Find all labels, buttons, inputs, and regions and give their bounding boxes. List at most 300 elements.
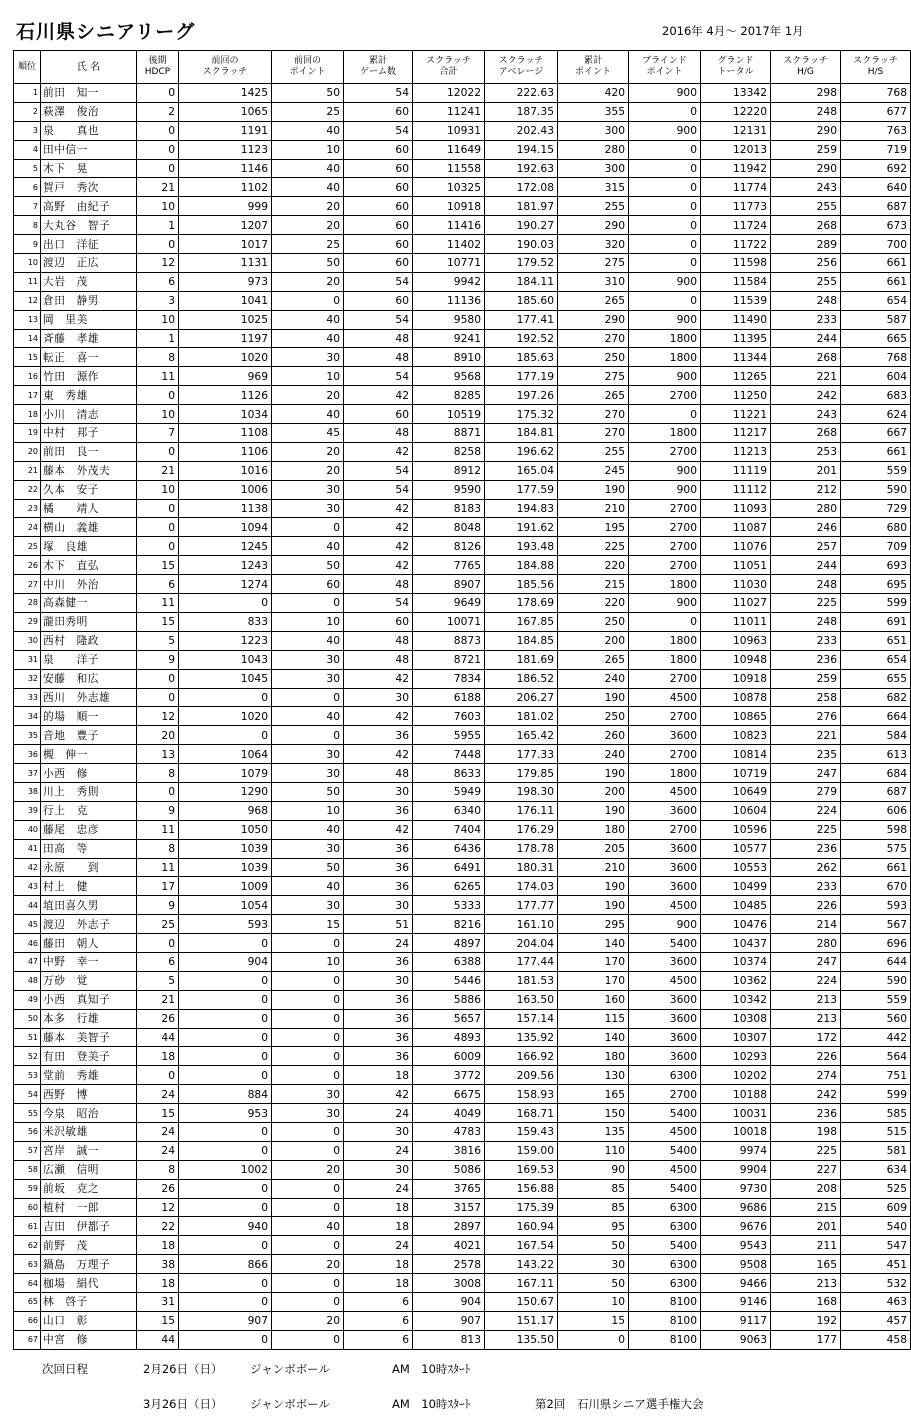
cell-grand-total: 11112: [701, 480, 771, 499]
cell-scratch-hg: 192: [771, 1311, 841, 1330]
cell-games: 54: [344, 272, 413, 291]
cell-rank: 41: [14, 839, 41, 858]
cell-cumulative-point: 170: [558, 971, 629, 990]
cell-hdcp: 8: [137, 1160, 179, 1179]
cell-prev-point: 50: [272, 782, 344, 801]
cell-rank: 57: [14, 1141, 41, 1160]
cell-games: 54: [344, 594, 413, 613]
cell-player-name: 米沢敏雄: [41, 1122, 137, 1141]
cell-games: 30: [344, 971, 413, 990]
cell-cumulative-point: 220: [558, 556, 629, 575]
cell-games: 36: [344, 839, 413, 858]
cell-scratch-average: 156.88: [485, 1179, 558, 1198]
cell-rank: 38: [14, 782, 41, 801]
cell-scratch-hs: 590: [841, 971, 911, 990]
cell-blind-point: 2700: [629, 556, 701, 575]
cell-scratch-hs: 584: [841, 726, 911, 745]
cell-grand-total: 10018: [701, 1122, 771, 1141]
cell-rank: 36: [14, 745, 41, 764]
cell-scratch-hs: 661: [841, 858, 911, 877]
cell-rank: 62: [14, 1236, 41, 1255]
cell-hdcp: 22: [137, 1217, 179, 1236]
cell-games: 30: [344, 1122, 413, 1141]
cell-grand-total: 10476: [701, 915, 771, 934]
cell-hdcp: 0: [137, 499, 179, 518]
cell-prev-point: 30: [272, 1104, 344, 1123]
table-row: [14, 254, 911, 273]
season-period: 2016年 4月～ 2017年 1月: [662, 24, 804, 38]
cell-scratch-hg: 255: [771, 272, 841, 291]
cell-prev-point: 30: [272, 499, 344, 518]
cell-prev-point: 30: [272, 896, 344, 915]
cell-games: 48: [344, 348, 413, 367]
cell-scratch-total: 3772: [413, 1066, 485, 1085]
cell-games: 48: [344, 631, 413, 650]
cell-blind-point: 0: [629, 235, 701, 254]
cell-blind-point: 8100: [629, 1293, 701, 1312]
cell-scratch-hs: 525: [841, 1179, 911, 1198]
cell-player-name: 転正 喜一: [41, 348, 137, 367]
cell-scratch-hs: 585: [841, 1104, 911, 1123]
schedule-venue: ジャンボボール: [250, 1397, 331, 1411]
cell-games: 60: [344, 102, 413, 121]
cell-blind-point: 2700: [629, 386, 701, 405]
cell-hdcp: 10: [137, 480, 179, 499]
cell-prev-point: 25: [272, 235, 344, 254]
cell-player-name: 大丸谷 智子: [41, 216, 137, 235]
cell-cumulative-point: 0: [558, 1330, 629, 1349]
cell-scratch-total: 5086: [413, 1160, 485, 1179]
cell-prev-scratch: 1064: [179, 745, 272, 764]
cell-scratch-average: 165.04: [485, 461, 558, 480]
header-scratch-hs: スクラッチ H/S: [841, 51, 911, 84]
cell-prev-scratch: 1054: [179, 896, 272, 915]
cell-hdcp: 7: [137, 424, 179, 443]
cell-scratch-total: 7603: [413, 707, 485, 726]
cell-scratch-hs: 587: [841, 310, 911, 329]
table-row: [14, 971, 911, 990]
cell-games: 60: [344, 197, 413, 216]
cell-grand-total: 9974: [701, 1141, 771, 1160]
cell-scratch-average: 204.04: [485, 934, 558, 953]
cell-scratch-hg: 247: [771, 952, 841, 971]
cell-grand-total: 11217: [701, 424, 771, 443]
cell-cumulative-point: 180: [558, 820, 629, 839]
cell-scratch-hg: 280: [771, 934, 841, 953]
cell-prev-point: 0: [272, 726, 344, 745]
cell-scratch-hg: 226: [771, 1047, 841, 1066]
cell-cumulative-point: 260: [558, 726, 629, 745]
cell-player-name: 倉田 静男: [41, 291, 137, 310]
cell-player-name: 西川 外志雄: [41, 688, 137, 707]
cell-scratch-average: 179.85: [485, 764, 558, 783]
cell-prev-point: 20: [272, 461, 344, 480]
cell-prev-point: 40: [272, 121, 344, 140]
table-row: [14, 1066, 911, 1085]
cell-rank: 10: [14, 254, 41, 273]
cell-grand-total: 9543: [701, 1236, 771, 1255]
cell-games: 60: [344, 254, 413, 273]
cell-hdcp: 9: [137, 650, 179, 669]
cell-hdcp: 12: [137, 1198, 179, 1217]
cell-scratch-total: 11416: [413, 216, 485, 235]
cell-scratch-hg: 242: [771, 1085, 841, 1104]
cell-blind-point: 3600: [629, 839, 701, 858]
cell-prev-scratch: 0: [179, 990, 272, 1009]
table-row: [14, 612, 911, 631]
cell-cumulative-point: 280: [558, 140, 629, 159]
cell-scratch-average: 178.78: [485, 839, 558, 858]
cell-grand-total: 10577: [701, 839, 771, 858]
cell-scratch-total: 907: [413, 1311, 485, 1330]
cell-scratch-hs: 661: [841, 442, 911, 461]
cell-scratch-total: 6388: [413, 952, 485, 971]
cell-rank: 26: [14, 556, 41, 575]
cell-scratch-average: 185.56: [485, 575, 558, 594]
cell-hdcp: 26: [137, 1179, 179, 1198]
cell-cumulative-point: 300: [558, 159, 629, 178]
cell-games: 60: [344, 291, 413, 310]
cell-scratch-total: 11558: [413, 159, 485, 178]
cell-grand-total: 9063: [701, 1330, 771, 1349]
cell-blind-point: 4500: [629, 971, 701, 990]
cell-cumulative-point: 355: [558, 102, 629, 121]
cell-blind-point: 6300: [629, 1198, 701, 1217]
cell-grand-total: 12220: [701, 102, 771, 121]
cell-prev-scratch: 1094: [179, 518, 272, 537]
cell-cumulative-point: 190: [558, 764, 629, 783]
cell-games: 42: [344, 707, 413, 726]
cell-scratch-average: 209.56: [485, 1066, 558, 1085]
cell-prev-point: 40: [272, 1217, 344, 1236]
cell-scratch-hs: 654: [841, 650, 911, 669]
cell-scratch-total: 7404: [413, 820, 485, 839]
cell-prev-scratch: 1102: [179, 178, 272, 197]
cell-player-name: 安藤 和広: [41, 669, 137, 688]
table-row: [14, 877, 911, 896]
cell-scratch-hg: 248: [771, 102, 841, 121]
cell-grand-total: 9466: [701, 1274, 771, 1293]
cell-hdcp: 18: [137, 1274, 179, 1293]
cell-games: 18: [344, 1198, 413, 1217]
cell-grand-total: 12013: [701, 140, 771, 159]
cell-player-name: 木下 晃: [41, 159, 137, 178]
cell-cumulative-point: 290: [558, 216, 629, 235]
cell-blind-point: 0: [629, 254, 701, 273]
cell-prev-scratch: 1207: [179, 216, 272, 235]
cell-grand-total: 13342: [701, 84, 771, 103]
cell-scratch-hs: 599: [841, 594, 911, 613]
table-row: [14, 896, 911, 915]
cell-scratch-total: 9568: [413, 367, 485, 386]
table-row: [14, 820, 911, 839]
header-hdcp: 後期 HDCP: [137, 51, 179, 84]
cell-player-name: 西野 博: [41, 1085, 137, 1104]
cell-prev-point: 30: [272, 1085, 344, 1104]
cell-prev-scratch: 1041: [179, 291, 272, 310]
cell-cumulative-point: 265: [558, 291, 629, 310]
cell-scratch-hg: 244: [771, 329, 841, 348]
cell-hdcp: 9: [137, 801, 179, 820]
cell-scratch-total: 10071: [413, 612, 485, 631]
cell-rank: 22: [14, 480, 41, 499]
cell-prev-scratch: 904: [179, 952, 272, 971]
cell-scratch-hs: 768: [841, 84, 911, 103]
cell-games: 36: [344, 1009, 413, 1028]
cell-prev-point: 30: [272, 764, 344, 783]
cell-scratch-hg: 246: [771, 518, 841, 537]
table-row: [14, 782, 911, 801]
cell-scratch-hg: 258: [771, 688, 841, 707]
cell-cumulative-point: 265: [558, 386, 629, 405]
cell-rank: 39: [14, 801, 41, 820]
cell-prev-point: 40: [272, 631, 344, 650]
cell-hdcp: 20: [137, 726, 179, 745]
cell-prev-scratch: 0: [179, 1236, 272, 1255]
cell-scratch-hg: 213: [771, 1274, 841, 1293]
cell-cumulative-point: 95: [558, 1217, 629, 1236]
cell-scratch-hs: 463: [841, 1293, 911, 1312]
table-row: [14, 367, 911, 386]
cell-prev-scratch: 1425: [179, 84, 272, 103]
cell-scratch-total: 10771: [413, 254, 485, 273]
cell-player-name: 小川 清志: [41, 405, 137, 424]
cell-player-name: 萩澤 俊治: [41, 102, 137, 121]
cell-player-name: 村上 健: [41, 877, 137, 896]
cell-scratch-average: 184.88: [485, 556, 558, 575]
cell-cumulative-point: 10: [558, 1293, 629, 1312]
cell-player-name: 小西 修: [41, 764, 137, 783]
table-row: [14, 518, 911, 537]
cell-prev-scratch: 1045: [179, 669, 272, 688]
cell-hdcp: 31: [137, 1293, 179, 1312]
cell-prev-point: 0: [272, 1066, 344, 1085]
cell-scratch-total: 9942: [413, 272, 485, 291]
cell-scratch-average: 187.35: [485, 102, 558, 121]
cell-prev-scratch: 1050: [179, 820, 272, 839]
cell-scratch-total: 4897: [413, 934, 485, 953]
cell-prev-point: 20: [272, 1160, 344, 1179]
cell-grand-total: 10649: [701, 782, 771, 801]
table-row: [14, 1311, 911, 1330]
cell-prev-point: 50: [272, 858, 344, 877]
cell-rank: 58: [14, 1160, 41, 1179]
cell-player-name: 音地 豊子: [41, 726, 137, 745]
cell-scratch-hg: 227: [771, 1160, 841, 1179]
cell-blind-point: 8100: [629, 1330, 701, 1349]
cell-grand-total: 10293: [701, 1047, 771, 1066]
cell-grand-total: 11584: [701, 272, 771, 291]
cell-scratch-hs: 687: [841, 197, 911, 216]
cell-scratch-total: 3008: [413, 1274, 485, 1293]
cell-prev-scratch: 884: [179, 1085, 272, 1104]
cell-player-name: 堂前 秀雄: [41, 1066, 137, 1085]
cell-blind-point: 5400: [629, 934, 701, 953]
cell-player-name: 山口 彰: [41, 1311, 137, 1330]
table-row: [14, 1330, 911, 1349]
cell-hdcp: 11: [137, 594, 179, 613]
cell-rank: 21: [14, 461, 41, 480]
cell-cumulative-point: 200: [558, 782, 629, 801]
cell-hdcp: 0: [137, 669, 179, 688]
cell-rank: 24: [14, 518, 41, 537]
cell-scratch-hg: 255: [771, 197, 841, 216]
cell-grand-total: 11011: [701, 612, 771, 631]
cell-scratch-average: 206.27: [485, 688, 558, 707]
cell-blind-point: 900: [629, 461, 701, 480]
cell-grand-total: 12131: [701, 121, 771, 140]
cell-hdcp: 5: [137, 631, 179, 650]
cell-prev-scratch: 1017: [179, 235, 272, 254]
cell-prev-point: 0: [272, 1141, 344, 1160]
cell-scratch-hg: 168: [771, 1293, 841, 1312]
cell-games: 54: [344, 121, 413, 140]
cell-games: 42: [344, 499, 413, 518]
cell-hdcp: 0: [137, 782, 179, 801]
cell-blind-point: 4500: [629, 1160, 701, 1179]
table-row: [14, 348, 911, 367]
cell-cumulative-point: 270: [558, 424, 629, 443]
cell-rank: 14: [14, 329, 41, 348]
cell-games: 60: [344, 140, 413, 159]
cell-prev-scratch: 0: [179, 726, 272, 745]
cell-prev-scratch: 1065: [179, 102, 272, 121]
cell-scratch-hg: 215: [771, 1198, 841, 1217]
cell-scratch-hs: 682: [841, 688, 911, 707]
cell-games: 48: [344, 764, 413, 783]
cell-hdcp: 6: [137, 575, 179, 594]
cell-games: 60: [344, 612, 413, 631]
cell-hdcp: 24: [137, 1122, 179, 1141]
cell-cumulative-point: 150: [558, 1104, 629, 1123]
cell-player-name: 東 秀雄: [41, 386, 137, 405]
cell-prev-point: 45: [272, 424, 344, 443]
cell-rank: 48: [14, 971, 41, 990]
cell-prev-scratch: 1197: [179, 329, 272, 348]
cell-player-name: 竹田 源作: [41, 367, 137, 386]
cell-scratch-average: 135.50: [485, 1330, 558, 1349]
cell-prev-scratch: 968: [179, 801, 272, 820]
cell-games: 18: [344, 1255, 413, 1274]
header-prev-scratch: 前回の スクラッチ: [179, 51, 272, 84]
table-row: [14, 990, 911, 1009]
cell-grand-total: 11722: [701, 235, 771, 254]
cell-scratch-total: 7765: [413, 556, 485, 575]
cell-rank: 20: [14, 442, 41, 461]
cell-games: 54: [344, 461, 413, 480]
cell-scratch-total: 7834: [413, 669, 485, 688]
cell-prev-scratch: 0: [179, 934, 272, 953]
cell-scratch-hg: 177: [771, 1330, 841, 1349]
cell-scratch-hg: 280: [771, 499, 841, 518]
cell-scratch-average: 185.63: [485, 348, 558, 367]
cell-scratch-hg: 236: [771, 650, 841, 669]
cell-grand-total: 10596: [701, 820, 771, 839]
cell-rank: 61: [14, 1217, 41, 1236]
table-row: [14, 442, 911, 461]
cell-hdcp: 10: [137, 405, 179, 424]
cell-rank: 30: [14, 631, 41, 650]
cell-scratch-average: 194.15: [485, 140, 558, 159]
table-row: [14, 235, 911, 254]
cell-prev-scratch: 0: [179, 971, 272, 990]
cell-scratch-total: 8721: [413, 650, 485, 669]
cell-hdcp: 8: [137, 839, 179, 858]
cell-scratch-average: 181.02: [485, 707, 558, 726]
cell-scratch-hs: 644: [841, 952, 911, 971]
cell-scratch-average: 190.03: [485, 235, 558, 254]
cell-prev-scratch: 1138: [179, 499, 272, 518]
cell-blind-point: 2700: [629, 820, 701, 839]
cell-prev-point: 10: [272, 612, 344, 631]
cell-grand-total: 9508: [701, 1255, 771, 1274]
cell-rank: 15: [14, 348, 41, 367]
cell-rank: 37: [14, 764, 41, 783]
cell-scratch-average: 177.77: [485, 896, 558, 915]
cell-scratch-hs: 559: [841, 990, 911, 1009]
header-cumulative-point: 累計 ポイント: [558, 51, 629, 84]
cell-scratch-hg: 212: [771, 480, 841, 499]
cell-prev-scratch: 0: [179, 1066, 272, 1085]
cell-scratch-hs: 442: [841, 1028, 911, 1047]
cell-scratch-average: 160.94: [485, 1217, 558, 1236]
cell-scratch-hg: 279: [771, 782, 841, 801]
cell-cumulative-point: 290: [558, 310, 629, 329]
cell-grand-total: 10307: [701, 1028, 771, 1047]
cell-grand-total: 11598: [701, 254, 771, 273]
cell-cumulative-point: 135: [558, 1122, 629, 1141]
cell-hdcp: 21: [137, 461, 179, 480]
cell-scratch-total: 6009: [413, 1047, 485, 1066]
cell-hdcp: 15: [137, 556, 179, 575]
cell-cumulative-point: 295: [558, 915, 629, 934]
cell-games: 6: [344, 1311, 413, 1330]
cell-prev-scratch: 969: [179, 367, 272, 386]
cell-prev-point: 0: [272, 291, 344, 310]
cell-hdcp: 0: [137, 537, 179, 556]
cell-hdcp: 1: [137, 329, 179, 348]
cell-cumulative-point: 210: [558, 499, 629, 518]
cell-prev-point: 30: [272, 839, 344, 858]
cell-rank: 7: [14, 197, 41, 216]
cell-blind-point: 2700: [629, 518, 701, 537]
cell-scratch-total: 2897: [413, 1217, 485, 1236]
cell-scratch-average: 161.10: [485, 915, 558, 934]
cell-blind-point: 1800: [629, 650, 701, 669]
cell-hdcp: 1: [137, 216, 179, 235]
cell-blind-point: 3600: [629, 990, 701, 1009]
cell-grand-total: 10308: [701, 1009, 771, 1028]
cell-grand-total: 11221: [701, 405, 771, 424]
cell-grand-total: 11213: [701, 442, 771, 461]
cell-cumulative-point: 250: [558, 612, 629, 631]
cell-scratch-hs: 696: [841, 934, 911, 953]
cell-player-name: 本多 行雄: [41, 1009, 137, 1028]
cell-scratch-average: 180.31: [485, 858, 558, 877]
table-row: [14, 1141, 911, 1160]
cell-blind-point: 3600: [629, 801, 701, 820]
cell-prev-point: 0: [272, 518, 344, 537]
cell-grand-total: 11774: [701, 178, 771, 197]
cell-scratch-total: 8910: [413, 348, 485, 367]
cell-rank: 45: [14, 915, 41, 934]
cell-scratch-total: 5446: [413, 971, 485, 990]
cell-scratch-hg: 248: [771, 575, 841, 594]
schedule-time: AM 10時ｽﾀｰﾄ: [392, 1362, 471, 1376]
cell-prev-scratch: 1123: [179, 140, 272, 159]
cell-prev-scratch: 0: [179, 1141, 272, 1160]
cell-prev-point: 0: [272, 688, 344, 707]
